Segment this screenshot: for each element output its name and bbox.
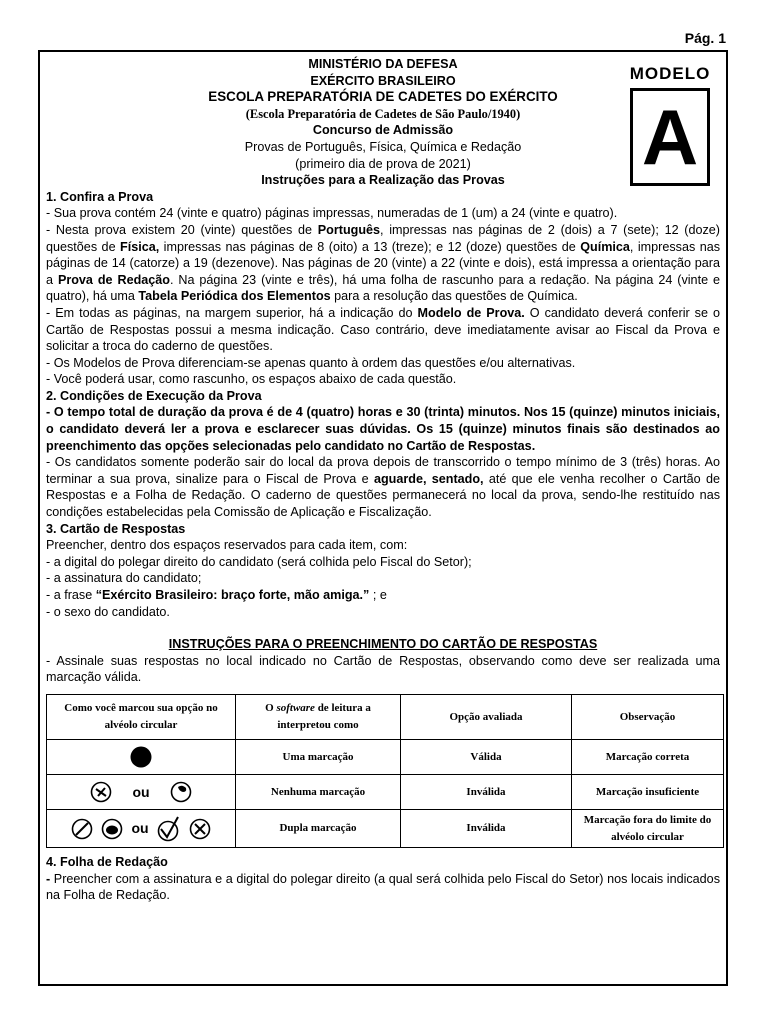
section-4-title: 4. Folha de Redação [46, 855, 168, 870]
answer-card-instructions-title: INSTRUÇÕES PARA O PREENCHIMENTO DO CARTÃO DE RESPOSTAS [168, 637, 598, 652]
mark-examples-cell [47, 774, 236, 809]
header-ministry: MINISTÉRIO DA DEFESA [308, 57, 458, 71]
header-instructions-title: Instruções para a Realização das Provas [261, 173, 505, 188]
section-1-paragraph-3: - Em todas as páginas, na margem superior, há a indicação do Modelo de Prova. O candidato deverá conferir se o Cartão de Respostas possui a mesma indicação. Caso contrário, deve imediatamente avisar ao Fiscal da Prova e solicitar a troca do caderno de questões. [46, 305, 720, 354]
table-header-row [47, 694, 724, 739]
section-1-paragraph-2: - Nesta prova existem 20 (vinte) questões de Português, impressas nas páginas de 2 (dois) a 7 (sete); 12 (doze) questões de Física, impressas nas páginas de 8 (oito) a 13 (treze); e 12 (doze) questões de Química, impressas nas páginas de 14 (catorze) a 19 (dezenove). Nas páginas de 20 (vinte) a 22 (vinte e dois), está impressa a orientação para a Prova de Redação. Na página 23 (vinte e três), há uma folha de rascunho para a redação. Na página 24 (vinte e quatro), há uma Tabela Periódica dos Elementos para a resolução das questões de Química. [46, 222, 720, 304]
filled-circle-icon [129, 745, 153, 769]
table-header-observation: Observação [572, 694, 724, 739]
or-separator: ou [131, 820, 149, 837]
page-number: Pág. 1 [684, 30, 726, 46]
section-1-paragraph-1: - Sua prova contém 24 (vinte e quatro) páginas impressas, numeradas de 1 (um) a 24 (vinte e quatro). [46, 206, 618, 221]
section-2-paragraph-2: - Os candidatos somente poderão sair do local da prova depois de transcorrido o tempo mínimo de 3 (três) horas. Ao terminar a sua prova, sinalize para o Fiscal de Prova e aguarde, sentado, até que ele venha recolher o Cartão de Respostas e a Folha de Redação. O caderno de questões permanecerá no local da prova, sendo-lhe restituído nas condições estabelecidas pela Comissão de Aplicação e Fiscalização. [46, 455, 720, 520]
section-3-item-2: - a assinatura do candidato; [46, 571, 202, 586]
partially-filled-circle-icon [170, 781, 192, 803]
interpretation-cell: Dupla marcação [236, 809, 401, 847]
section-3-title: 3. Cartão de Respostas [46, 521, 186, 536]
section-4-paragraph-1: - Preencher com a assinatura e a digital do polegar direito (a qual será colhida pelo Fiscal do Setor) nos locais indicados na Folha de Redação. [46, 871, 720, 903]
header-army: EXÉRCITO BRASILEIRO [310, 73, 456, 88]
observation-cell: Marcação fora do limite do alvéolo circular [572, 809, 724, 847]
header-day: (primeiro dia de prova de 2021) [295, 156, 471, 171]
section-3-item-4: - o sexo do candidato. [46, 604, 170, 619]
section-3-item-1: - a digital do polegar direito do candidato (será colhida pelo Fiscal do Setor); [46, 554, 472, 569]
slashed-circle-icon [71, 818, 93, 840]
check-mark-circle-icon [157, 815, 181, 843]
section-1-paragraph-5: - Você poderá usar, como rascunho, os espaços abaixo de cada questão. [46, 372, 457, 387]
mark-examples-cell [47, 809, 236, 847]
table-row [47, 774, 724, 809]
option-cell: Inválida [401, 774, 572, 809]
modelo-label: MODELO [629, 64, 711, 83]
table-header-how-marked: Como você marcou sua opção no alvéolo circular [47, 694, 236, 739]
observation-cell: Marcação insuficiente [572, 774, 724, 809]
header-exams: Provas de Português, Física, Química e Redação [244, 139, 522, 154]
marking-examples-table [46, 694, 724, 848]
document-header [46, 56, 720, 189]
section-3-item-3: - a frase “Exército Brasileiro: braço forte, mão amiga.” ; e [46, 588, 387, 602]
or-separator: ou [132, 783, 150, 800]
option-cell: Válida [401, 739, 572, 774]
oversized-dot-circle-icon [101, 818, 123, 840]
header-school-subtitle: (Escola Preparatória de Cadetes de São Paulo/1940) [245, 106, 521, 121]
section-1-paragraph-4: - Os Modelos de Prova diferenciam-se apenas quanto à ordem das questões e/ou alternativas. [46, 355, 576, 370]
x-mark-circle-icon [189, 818, 211, 840]
option-cell: Inválida [401, 809, 572, 847]
observation-cell: Marcação correta [572, 739, 724, 774]
table-row [47, 739, 724, 774]
crossed-circle-icon [90, 781, 112, 803]
interpretation-cell: Nenhuma marcação [236, 774, 401, 809]
document-body [46, 56, 720, 904]
modelo-letter: A [641, 93, 699, 181]
answer-card-instructions-text: - Assinale suas respostas no local indicado no Cartão de Respostas, observando como deve ser realizada uma marcação válida. [46, 653, 720, 685]
section-2-title: 2. Condições de Execução da Prova [46, 388, 262, 403]
table-header-interpretation: O software de leitura a interpretou como [236, 694, 401, 739]
instruction-page-frame [38, 50, 728, 986]
section-1-title: 1. Confira a Prova [46, 189, 154, 204]
interpretation-cell: Uma marcação [236, 739, 401, 774]
header-contest: Concurso de Admissão [312, 123, 454, 138]
mark-examples-cell [47, 739, 236, 774]
table-header-option-evaluated: Opção avaliada [401, 694, 572, 739]
table-row [47, 809, 724, 847]
section-3-paragraph-1: Preencher, dentro dos espaços reservados para cada item, com: [46, 538, 408, 553]
section-2-paragraph-1: - O tempo total de duração da prova é de 4 (quatro) horas e 30 (trinta) minutos. Nos 15 (quinze) minutos iniciais, o candidato deverá ler a prova e esclarecer suas dúvidas. Os 15 (quinze) minutos finais são destinados ao preenchimento das opções selecionadas pelo candidato no Cartão de Respostas. [46, 405, 720, 453]
header-school: ESCOLA PREPARATÓRIA DE CADETES DO EXÉRCITO [208, 89, 558, 105]
